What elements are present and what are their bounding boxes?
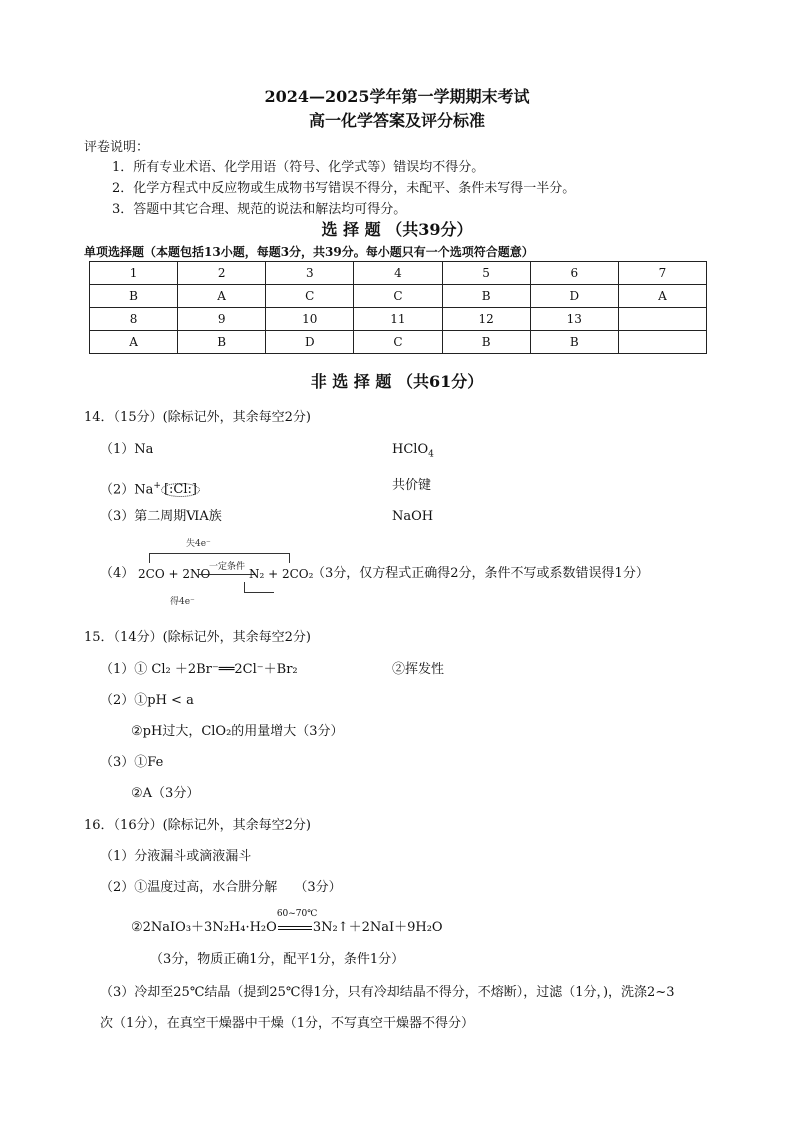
table-cell: A (618, 285, 706, 308)
q14-part1-answer: （1）Na (100, 442, 154, 457)
q14-part2-answer (100, 477, 200, 499)
table-cell: A (178, 285, 266, 308)
table-cell: C (266, 285, 354, 308)
q14-part4-reactants: 2CO + 2NO (138, 567, 211, 581)
grading-notes-heading: 评卷说明： (84, 140, 150, 155)
q14-part1-right (392, 441, 434, 464)
equation-condition-arrow (276, 909, 318, 937)
table-cell: 13 (530, 308, 618, 331)
formula-text: HClO (392, 442, 429, 457)
q14-part4-label: （4） (100, 566, 135, 581)
q16-part2a-answer: （2）①温度过高，水合肼分解 （3分） (100, 880, 342, 895)
q16-part2c-note: （3分，物质正确1分，配平1分，条件1分） (150, 952, 405, 967)
part-label: （2） (100, 482, 135, 498)
table-cell: D (530, 285, 618, 308)
q15-part3a-answer: （3）①Fe (100, 755, 164, 770)
table-cell (618, 308, 706, 331)
table-cell: 5 (442, 262, 530, 285)
q14-part4-products: N₂ + 2CO₂ (249, 567, 314, 581)
mcq-instruction: 单项选择题（本题包括13小题，每题3分，共39分。每小题只有一个选项符合题意） (84, 245, 534, 259)
grading-note-1: 1．所有专业术语、化学用语（符号、化学式等）错误均不得分。 (112, 160, 485, 175)
equation-reactants: ②2NaIO₃＋3N₂H₄·H₂O (131, 920, 277, 935)
table-cell: 10 (266, 308, 354, 331)
q14-part4-condition: 一定条件 (208, 562, 245, 572)
q15-part1-right: ②挥发性 (392, 662, 445, 677)
electron-gain-label: 失4e⁻ (186, 539, 211, 549)
table-row (90, 262, 707, 285)
table-cell: 11 (354, 308, 442, 331)
bridge-line (244, 592, 274, 593)
equals-sign (278, 926, 312, 930)
table-cell (618, 331, 706, 354)
electron-dot-structure: [:Cl:] (161, 483, 200, 497)
table-cell: D (266, 331, 354, 354)
table-cell: 2 (178, 262, 266, 285)
q15-heading: 15．（14分）(除标记外，其余每空2分) (84, 630, 311, 645)
table-cell: 12 (442, 308, 530, 331)
q16-part2b-equation (131, 909, 443, 937)
q16-part1-answer: （1）分液漏斗或滴液漏斗 (100, 849, 252, 864)
reaction-condition: 60~70℃ (276, 909, 318, 919)
nonmcq-section-heading: 非 选 择 题 （共61分） (310, 372, 484, 391)
q14-heading: 14．（15分）(除标记外，其余每空2分) (84, 410, 311, 425)
table-cell: 9 (178, 308, 266, 331)
table-cell: 7 (618, 262, 706, 285)
table-cell: C (354, 331, 442, 354)
q15-part2a-answer: （2）①pH < a (100, 693, 194, 708)
grading-note-2: 2．化学方程式中反应物或生成物书写错误不得分，未配平、条件未写得一半分。 (112, 181, 576, 196)
sodium-ion: Na (134, 482, 154, 498)
table-cell: 3 (266, 262, 354, 285)
q15-part2b-answer: ②pH过大，ClO₂的用量增大（3分） (131, 724, 344, 739)
q15-part1-answer: （1）① Cl₂ ＋2Br⁻══2Cl⁻＋Br₂ (100, 662, 298, 677)
table-row (90, 331, 707, 354)
table-cell: C (354, 285, 442, 308)
q16-part3-answer-line2: 次（1分），在真空干燥器中干燥（1分，不写真空干燥器不得分） (100, 1016, 475, 1031)
electron-loss-label: 得4e⁻ (170, 597, 195, 607)
table-row (90, 285, 707, 308)
q16-heading: 16．（16分）(除标记外，其余每空2分) (84, 818, 311, 833)
page-title: 2024—2025学年第一学期期末考试 (264, 87, 530, 106)
grading-note-3: 3．答题中其它合理、规范的说法和解法均可得分。 (112, 202, 407, 217)
bridge-line (149, 553, 150, 563)
formula-subscript: 4 (428, 449, 434, 460)
mcq-section-heading: 选 择 题 （共39分） (321, 220, 473, 239)
q14-part2-right: 共价键 (392, 478, 432, 493)
ion-charge: + (153, 481, 161, 491)
bridge-line (244, 582, 245, 592)
table-cell: 1 (90, 262, 178, 285)
table-cell: A (90, 331, 178, 354)
bridge-line (149, 553, 289, 554)
q16-part3-answer-line1: （3）冷却至25℃结晶（提到25℃得1分，只有冷却结晶不得分，不熔断），过滤（1分，)，洗涤2~3 (100, 985, 675, 1000)
q15-part3b-answer: ②A（3分） (131, 786, 200, 801)
table-cell: 4 (354, 262, 442, 285)
q14-part3-answer: （3）第二周期ⅥA族 (100, 509, 222, 524)
table-cell: B (442, 285, 530, 308)
equation-products: 3N₂↑＋2NaI＋9H₂O (312, 920, 443, 935)
table-cell: B (178, 331, 266, 354)
q14-part4-note: （3分，仅方程式正确得2分，条件不写或系数错误得1分） (312, 566, 649, 581)
table-row (90, 308, 707, 331)
mcq-answer-table (89, 261, 707, 354)
table-cell: B (442, 331, 530, 354)
bridge-arrow-icon (289, 553, 290, 563)
table-cell: B (530, 331, 618, 354)
q14-part3-right: NaOH (392, 509, 434, 524)
table-cell: B (90, 285, 178, 308)
page-subtitle: 高一化学答案及评分标准 (308, 111, 485, 130)
reaction-line (199, 574, 255, 575)
table-cell: 8 (90, 308, 178, 331)
table-cell: 6 (530, 262, 618, 285)
